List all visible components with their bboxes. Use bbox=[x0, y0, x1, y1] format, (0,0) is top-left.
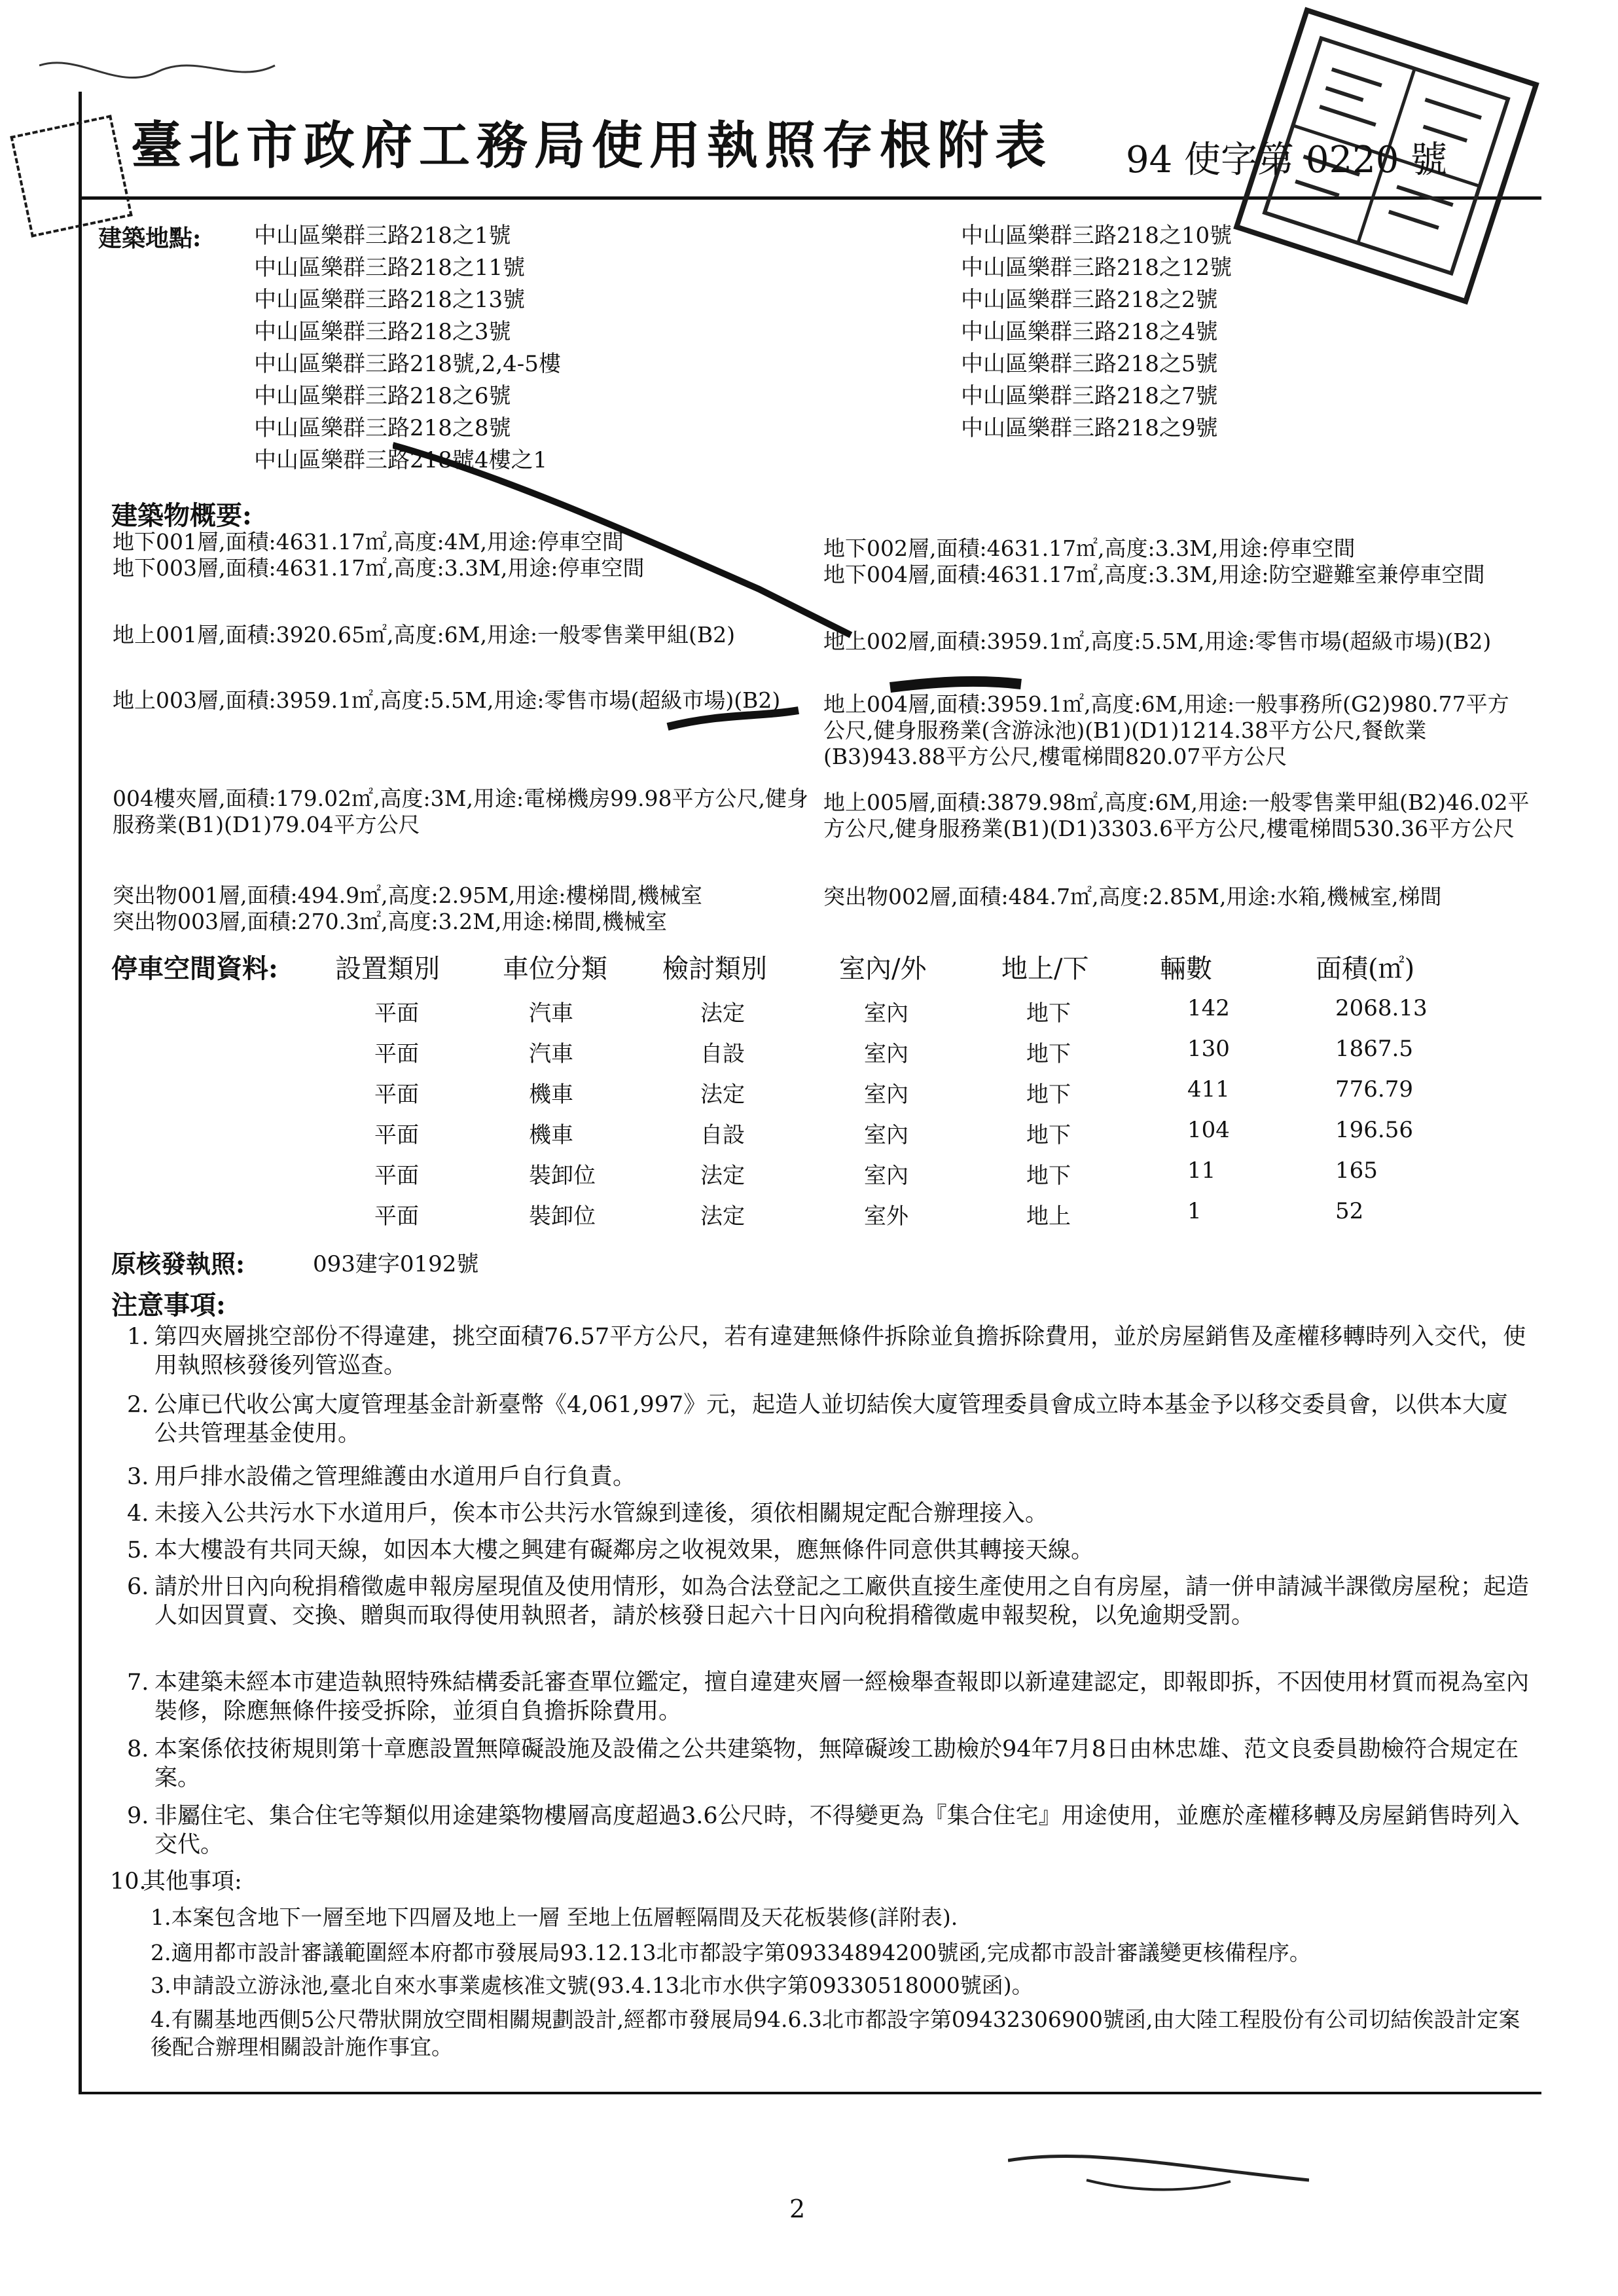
parking-cell: 平面 bbox=[374, 1082, 419, 1108]
note-text: 公庫已代收公寓大廈管理基金計新臺幣《4,061,997》元，起造人並切結俟大廈管理委員會成立時本基金予以移交委員會，以供本大廈公共管理基金使用。 bbox=[154, 1392, 1509, 1447]
parking-cell: 室內 bbox=[864, 1163, 908, 1189]
other-sub-item: 4.有關基地西側5公尺帶狀開放空間相關規劃設計,經都市發展局94.6.3北市都設字第09432306900號函,由大陸工程股份有公司切結俟設計定案後配合辦理相關設計施作事宜。 bbox=[151, 2007, 1520, 2060]
floor-entry: 突出物003層,面積:270.3㎡,高度:3.2M,用途:梯間,機械室 bbox=[113, 909, 668, 934]
parking-header: 車位分類 bbox=[503, 954, 607, 984]
parking-cell: 52 bbox=[1335, 1198, 1364, 1224]
note-item bbox=[127, 1536, 1529, 1565]
parking-cell: 地下 bbox=[1026, 1082, 1071, 1108]
parking-cell: 196.56 bbox=[1335, 1117, 1413, 1143]
parking-cell: 自設 bbox=[700, 1122, 745, 1148]
parking-cell: 130 bbox=[1187, 1036, 1230, 1062]
date-stamp-left bbox=[10, 115, 132, 237]
note-text: 本案係依技術規則第十章應設置無障礙設施及設備之公共建築物，無障礙竣工勘檢於94年7月8日由林忠雄、范文良委員勘檢符合規定在案。 bbox=[154, 1736, 1519, 1791]
location-list-right bbox=[961, 220, 1232, 445]
other-sub-item: 3.申請設立游泳池,臺北自來水事業處核准文號(93.4.13北市水供字第09330518000號函)。 bbox=[151, 1973, 1034, 1998]
location-item: 中山區樂群三路218之9號 bbox=[961, 415, 1218, 441]
note-number: 8. bbox=[127, 1736, 149, 1762]
note-number: 10. bbox=[110, 1868, 147, 1895]
location-item: 中山區樂群三路218之4號 bbox=[961, 319, 1218, 345]
location-item: 中山區樂群三路218之10號 bbox=[961, 223, 1232, 249]
note-item bbox=[127, 1322, 1529, 1380]
parking-cell: 2068.13 bbox=[1335, 995, 1428, 1021]
note-item bbox=[127, 1499, 1529, 1528]
parking-cell: 411 bbox=[1187, 1076, 1230, 1102]
parking-cell: 室內 bbox=[864, 1122, 908, 1148]
location-item: 中山區樂群三路218之5號 bbox=[961, 351, 1218, 377]
floor-entry: 地下003層,面積:4631.17㎡,高度:3.3M,用途:停車空間 bbox=[113, 555, 645, 581]
floor-entry: 地上003層,面積:3959.1㎡,高度:5.5M,用途:零售市場(超級市場)(B2) bbox=[113, 687, 781, 713]
location-item: 中山區樂群三路218之1號 bbox=[254, 223, 511, 249]
parking-header: 地上/下 bbox=[1001, 954, 1089, 984]
location-item: 中山區樂群三路218號4樓之1 bbox=[254, 447, 548, 473]
note-item bbox=[127, 1463, 1529, 1491]
permit-number: 94 使字第 0220 號 bbox=[1126, 139, 1448, 181]
note-number: 9. bbox=[127, 1803, 149, 1829]
parking-cell: 機車 bbox=[529, 1122, 573, 1148]
parking-cell: 室外 bbox=[864, 1203, 908, 1230]
note-text: 第四夾層挑空部份不得違建，挑空面積76.57平方公尺，若有違建無條件拆除並負擔拆除費用，並於房屋銷售及產權移轉時列入交代，使用執照核發後列管巡查。 bbox=[154, 1324, 1526, 1379]
original-permit-label: 原核發執照: bbox=[111, 1249, 245, 1279]
location-item: 中山區樂群三路218之12號 bbox=[961, 255, 1232, 281]
handwritten-mark-bottom bbox=[1008, 2141, 1309, 2200]
floor-entry: 地下002層,面積:4631.17㎡,高度:3.3M,用途:停車空間 bbox=[823, 536, 1356, 561]
parking-cell: 汽車 bbox=[529, 1000, 573, 1027]
page-title: 臺北市政府工務局使用執照存根附表 bbox=[131, 116, 1053, 175]
note-item bbox=[127, 1573, 1530, 1630]
parking-cell: 汽車 bbox=[529, 1041, 573, 1067]
location-item: 中山區樂群三路218之3號 bbox=[254, 319, 511, 345]
note-number: 5. bbox=[127, 1537, 149, 1563]
parking-header: 面積(㎡) bbox=[1316, 954, 1415, 984]
frame-bottom-rule bbox=[79, 2092, 1541, 2094]
location-label: 建築地點: bbox=[98, 225, 202, 252]
note-number: 2. bbox=[127, 1392, 149, 1418]
note-text: 本大樓設有共同天線，如因本大樓之興建有礙鄰房之收視效果，應無條件同意供其轉接天線。 bbox=[154, 1537, 1094, 1563]
notes-label: 注意事項: bbox=[111, 1290, 226, 1321]
parking-cell: 裝卸位 bbox=[529, 1163, 596, 1189]
parking-cell: 1 bbox=[1187, 1198, 1202, 1224]
parking-cell: 法定 bbox=[700, 1000, 745, 1027]
location-item: 中山區樂群三路218之2號 bbox=[961, 287, 1218, 313]
parking-cell: 自設 bbox=[700, 1041, 745, 1067]
note-number: 3. bbox=[127, 1464, 149, 1490]
floor-entry: 地上002層,面積:3959.1㎡,高度:5.5M,用途:零售市場(超級市場)(B2) bbox=[823, 629, 1492, 654]
parking-cell: 地下 bbox=[1026, 1163, 1071, 1189]
floor-entry: 地上004層,面積:3959.1㎡,高度:6M,用途:一般事務所(G2)980.77平方公尺,健身服務業(含游泳池)(B1)(D1)1214.38平方公尺,餐飲業(B3)943.88平方公尺,樓電梯間820.07平方公尺 bbox=[823, 691, 1509, 769]
note-number: 6. bbox=[127, 1574, 149, 1600]
parking-cell: 室內 bbox=[864, 1082, 908, 1108]
building-summary-label: 建築物概要: bbox=[111, 500, 252, 531]
floor-entry: 地下001層,面積:4631.17㎡,高度:4M,用途:停車空間 bbox=[113, 529, 624, 555]
note-item bbox=[110, 1867, 1517, 1896]
other-sub-item: 1.本案包含地下一層至地下四層及地上一層 至地上伍層輕隔間及天花板裝修(詳附表). bbox=[151, 1904, 958, 1930]
floor-entry: 地下004層,面積:4631.17㎡,高度:3.3M,用途:防空避難室兼停車空間 bbox=[823, 562, 1485, 587]
other-sub-item: 2.適用都市設計審議範圍經本府都市發展局93.12.13北市都設字第09334894200號函,完成都市設計審議變更核備程序。 bbox=[151, 1940, 1311, 1965]
note-item bbox=[127, 1668, 1530, 1726]
parking-cell: 法定 bbox=[700, 1082, 745, 1108]
location-list-left bbox=[254, 220, 561, 477]
original-permit-value: 093建字0192號 bbox=[313, 1251, 479, 1277]
parking-header: 設置類別 bbox=[335, 954, 440, 984]
frame-left-rule bbox=[79, 92, 82, 2092]
note-item bbox=[127, 1802, 1529, 1859]
floor-entry: 地上001層,面積:3920.65㎡,高度:6M,用途:一般零售業甲組(B2) bbox=[113, 622, 736, 647]
parking-cell: 地上 bbox=[1026, 1203, 1071, 1230]
note-text: 其他事項: bbox=[143, 1868, 242, 1895]
parking-header: 輛數 bbox=[1160, 954, 1212, 984]
parking-cell: 裝卸位 bbox=[529, 1203, 596, 1230]
note-text: 非屬住宅、集合住宅等類似用途建築物樓層高度超過3.6公尺時，不得變更為『集合住宅』用途使用，並應於產權移轉及房屋銷售時列入交代。 bbox=[154, 1803, 1520, 1858]
parking-cell: 776.79 bbox=[1335, 1076, 1413, 1102]
location-item: 中山區樂群三路218之6號 bbox=[254, 383, 511, 409]
note-item bbox=[127, 1735, 1529, 1793]
location-item: 中山區樂群三路218之7號 bbox=[961, 383, 1218, 409]
parking-header: 檢討類別 bbox=[662, 954, 767, 984]
parking-cell: 1867.5 bbox=[1335, 1036, 1413, 1062]
floor-entry: 004樓夾層,面積:179.02㎡,高度:3M,用途:電梯機房99.98平方公尺,健身服務業(B1)(D1)79.04平方公尺 bbox=[113, 786, 809, 837]
floor-entry: 突出物001層,面積:494.9㎡,高度:2.95M,用途:樓梯間,機械室 bbox=[113, 883, 703, 908]
parking-cell: 室內 bbox=[864, 1000, 908, 1027]
parking-cell: 142 bbox=[1187, 995, 1230, 1021]
location-item: 中山區樂群三路218號,2,4-5樓 bbox=[254, 351, 561, 377]
location-item: 中山區樂群三路218之13號 bbox=[254, 287, 526, 313]
floor-entry: 地上005層,面積:3879.98㎡,高度:6M,用途:一般零售業甲組(B2)46.02平方公尺,健身服務業(B1)(D1)3303.6平方公尺,樓電梯間530.36平方公尺 bbox=[823, 790, 1530, 841]
parking-cell: 法定 bbox=[700, 1163, 745, 1189]
parking-cell: 地下 bbox=[1026, 1122, 1071, 1148]
parking-label: 停車空間資料: bbox=[111, 953, 278, 984]
parking-cell: 11 bbox=[1187, 1157, 1216, 1184]
corner-scribble-top-left bbox=[39, 39, 314, 111]
location-item: 中山區樂群三路218之11號 bbox=[254, 255, 526, 281]
parking-cell: 地下 bbox=[1026, 1041, 1071, 1067]
note-item bbox=[127, 1391, 1529, 1448]
note-text: 請於卅日內向稅捐稽徵處申報房屋現值及使用情形，如為合法登記之工廠供直接生產使用之自有房屋，請一併申請減半課徵房屋稅；起造人如因買賣、交換、贈與而取得使用執照者，請於核發日起六十日內向稅捐稽徵處申報契稅，以免逾期受罰。 bbox=[154, 1574, 1530, 1629]
parking-cell: 室內 bbox=[864, 1041, 908, 1067]
note-number: 1. bbox=[127, 1324, 149, 1350]
parking-cell: 地下 bbox=[1026, 1000, 1071, 1027]
parking-cell: 平面 bbox=[374, 1000, 419, 1027]
parking-cell: 平面 bbox=[374, 1163, 419, 1189]
parking-cell: 機車 bbox=[529, 1082, 573, 1108]
location-item: 中山區樂群三路218之8號 bbox=[254, 415, 511, 441]
floor-entry: 突出物002層,面積:484.7㎡,高度:2.85M,用途:水箱,機械室,梯間 bbox=[823, 884, 1442, 909]
parking-cell: 104 bbox=[1187, 1117, 1230, 1143]
note-text: 未接入公共污水下水道用戶，俟本市公共污水管線到達後，須依相關規定配合辦理接入。 bbox=[154, 1501, 1049, 1527]
parking-header: 室內/外 bbox=[839, 954, 927, 984]
note-number: 4. bbox=[127, 1501, 149, 1527]
parking-cell: 平面 bbox=[374, 1041, 419, 1067]
parking-cell: 平面 bbox=[374, 1122, 419, 1148]
note-text: 用戶排水設備之管理維護由水道用戶自行負責。 bbox=[154, 1464, 636, 1490]
parking-cell: 平面 bbox=[374, 1203, 419, 1230]
note-text: 本建築未經本市建造執照特殊結構委託審查單位鑑定，擅自違建夾層一經檢舉查報即以新違建認定，即報即拆，不因使用材質而視為室內裝修，除應無條件接受拆除，並須自負擔拆除費用。 bbox=[154, 1669, 1530, 1724]
page-number: 2 bbox=[789, 2195, 806, 2223]
note-number: 7. bbox=[127, 1669, 149, 1696]
parking-cell: 165 bbox=[1335, 1157, 1378, 1184]
parking-cell: 法定 bbox=[700, 1203, 745, 1230]
